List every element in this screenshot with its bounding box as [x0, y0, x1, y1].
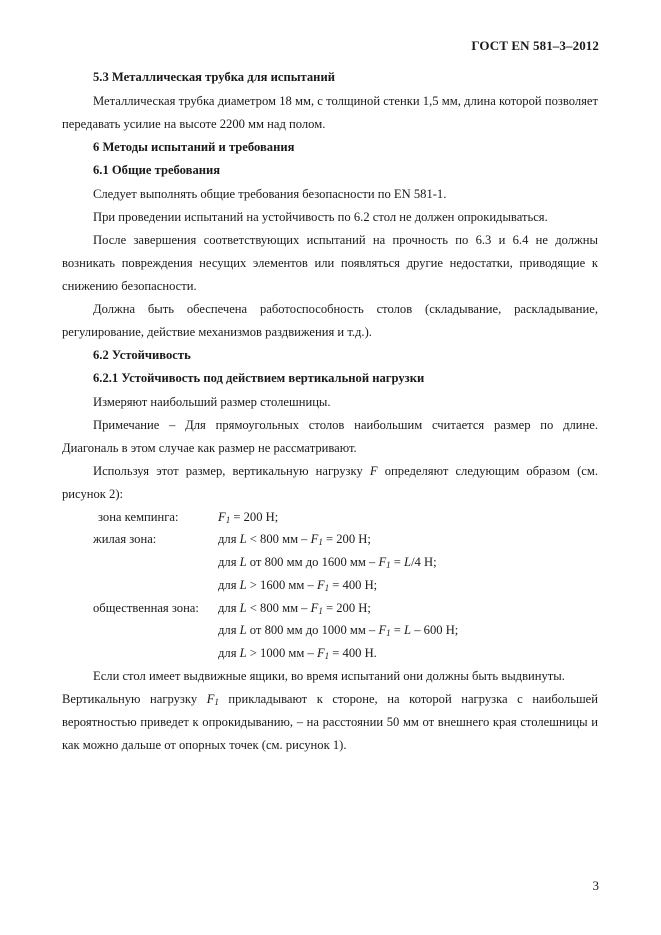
load-value: $F_1 = 200$ Н;	[218, 509, 279, 525]
page-body	[62, 66, 598, 757]
load-value: для L > 1600 мм – $F_1 = 400$ Н;	[218, 577, 378, 593]
load-row-camping	[62, 506, 598, 529]
page-number: 3	[592, 878, 599, 893]
paragraph: Должна быть обеспечена работоспособность столов (складывание, раскладывание, регулирование, действие механизмов раздвижения и т.д.).	[62, 301, 598, 339]
section-6-1-heading: 6.1 Общие требования	[93, 163, 221, 177]
paragraph: Вертикальную нагрузку $F_1$ прикладывают к стороне, на которой нагрузка с наибольшей вероятностью приведет к опрокидыванию, – на расстоянии 50 мм от внешнего края столешницы и как можно дальше от опорных точек (см. рисунок 1).	[62, 692, 598, 753]
paragraph: Следует выполнять общие требования безопасности по EN 581-1.	[93, 186, 447, 201]
load-row-public	[62, 597, 598, 620]
load-value: для L от 800 мм до 1000 мм – $F_1 = L - 600$ Н;	[218, 623, 459, 639]
section-6-2-1-heading: 6.2.1 Устойчивость под действием вертикальной нагрузки	[93, 371, 425, 385]
paragraph: Если стол имеет выдвижные ящики, во время испытаний они должны быть выдвинуты.	[93, 669, 565, 684]
load-value: для L < 800 мм – $F_1 = 200$ Н;	[218, 532, 371, 548]
zone-label: жилая зона:	[93, 532, 157, 547]
load-row-living	[62, 574, 598, 597]
section-5-3-heading: 5.3 Металлическая трубка для испытаний	[93, 70, 335, 84]
load-value: для L от 800 мм до 1600 мм – $F_1 = L/4$ Н;	[218, 555, 437, 571]
load-row-living	[62, 528, 598, 551]
document-code: ГОСТ EN 581–3–2012	[471, 38, 599, 53]
load-row-public	[62, 619, 598, 642]
note: Примечание – Для прямоугольных столов наибольшим считается размер по длине. Диагональ в этом случае как размер не рассматривают.	[62, 417, 598, 455]
section-6-heading: 6 Методы испытаний и требования	[93, 139, 295, 154]
zone-label: общественная зона:	[93, 600, 199, 615]
load-row-living	[62, 551, 598, 574]
load-value: для L < 800 мм – $F_1 = 200$ Н;	[218, 600, 371, 616]
load-value: для L > 1000 мм – $F_1 = 400$ Н.	[218, 646, 377, 662]
paragraph: Измеряют наибольший размер столешницы.	[93, 394, 331, 409]
section-5-3-text: Металлическая трубка диаметром 18 мм, с толщиной стенки 1,5 мм, длина которой позволяет передавать усилие на высоте 2200 мм над полом.	[62, 93, 598, 131]
paragraph: Используя этот размер, вертикальную нагрузку F определяют следующим образом (см. рисунок 2):	[62, 463, 598, 501]
paragraph: После завершения соответствующих испытаний на прочность по 6.3 и 6.4 не должны возникать повреждения несущих элементов или появляться другие недостатки, приводящие к снижению безопасности.	[62, 232, 598, 293]
paragraph: При проведении испытаний на устойчивость по 6.2 стол не должен опрокидываться.	[93, 209, 548, 224]
zone-label: зона кемпинга:	[98, 509, 179, 524]
load-row-public	[62, 642, 598, 665]
section-6-2-heading: 6.2 Устойчивость	[93, 347, 191, 362]
